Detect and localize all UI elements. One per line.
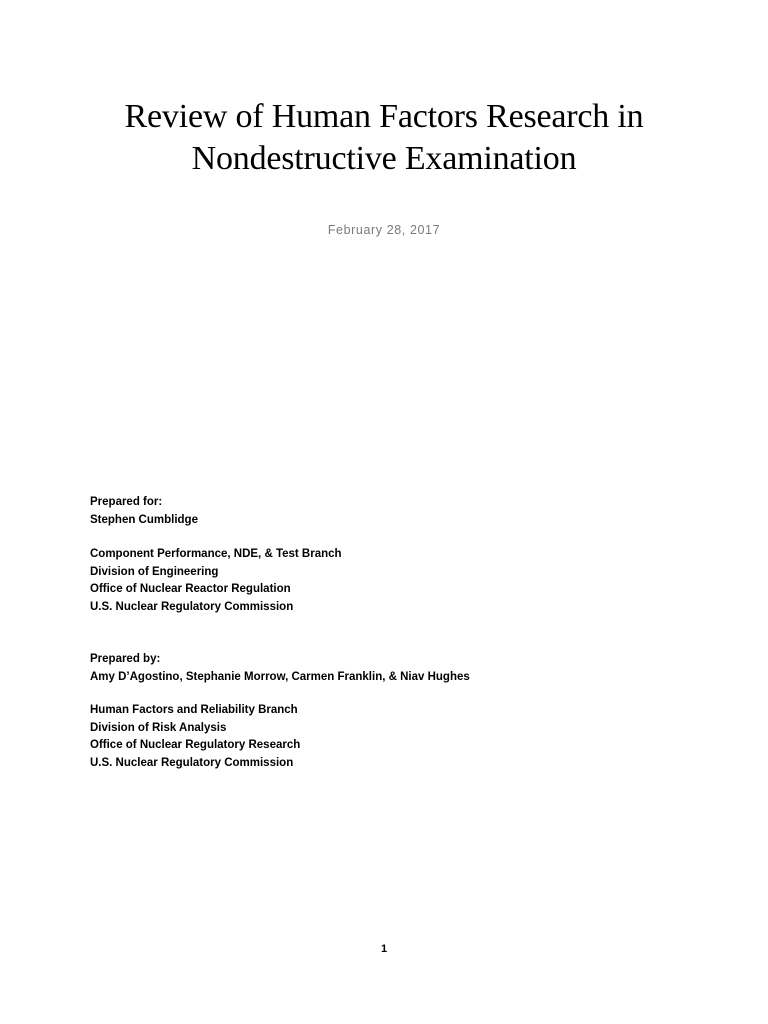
page-number: 1 — [380, 943, 388, 955]
prepared-by-organization — [90, 702, 300, 772]
organization-line: Office of Nuclear Regulatory Research — [90, 739, 301, 752]
prepared-for-organization — [90, 546, 342, 616]
prepared-for-section — [90, 494, 198, 529]
organization-line: Division of Engineering — [90, 565, 219, 578]
prepared-by-heading: Prepared by: — [90, 653, 161, 665]
organization-line: Division of Risk Analysis — [90, 721, 227, 734]
organization-line: U.S. Nuclear Regulatory Commission — [90, 756, 294, 769]
document-title — [0, 96, 768, 180]
title-line: Review of Human Factors Research in — [124, 98, 644, 135]
organization-line: Office of Nuclear Reactor Regulation — [90, 583, 291, 596]
prepared-for-name: Stephen Cumblidge — [90, 513, 198, 526]
prepared-by-names: Amy D’Agostino, Stephanie Morrow, Carmen Franklin, & Niav Hughes — [90, 670, 470, 683]
organization-line: U.S. Nuclear Regulatory Commission — [90, 600, 294, 613]
organization-line: Component Performance, NDE, & Test Branch — [90, 548, 342, 560]
document-date: February 28, 2017 — [327, 223, 441, 237]
organization-line: Human Factors and Reliability Branch — [90, 704, 298, 716]
prepared-for-heading: Prepared for: — [90, 496, 163, 508]
prepared-by-section — [90, 651, 470, 686]
title-line: Nondestructive Examination — [191, 140, 577, 177]
